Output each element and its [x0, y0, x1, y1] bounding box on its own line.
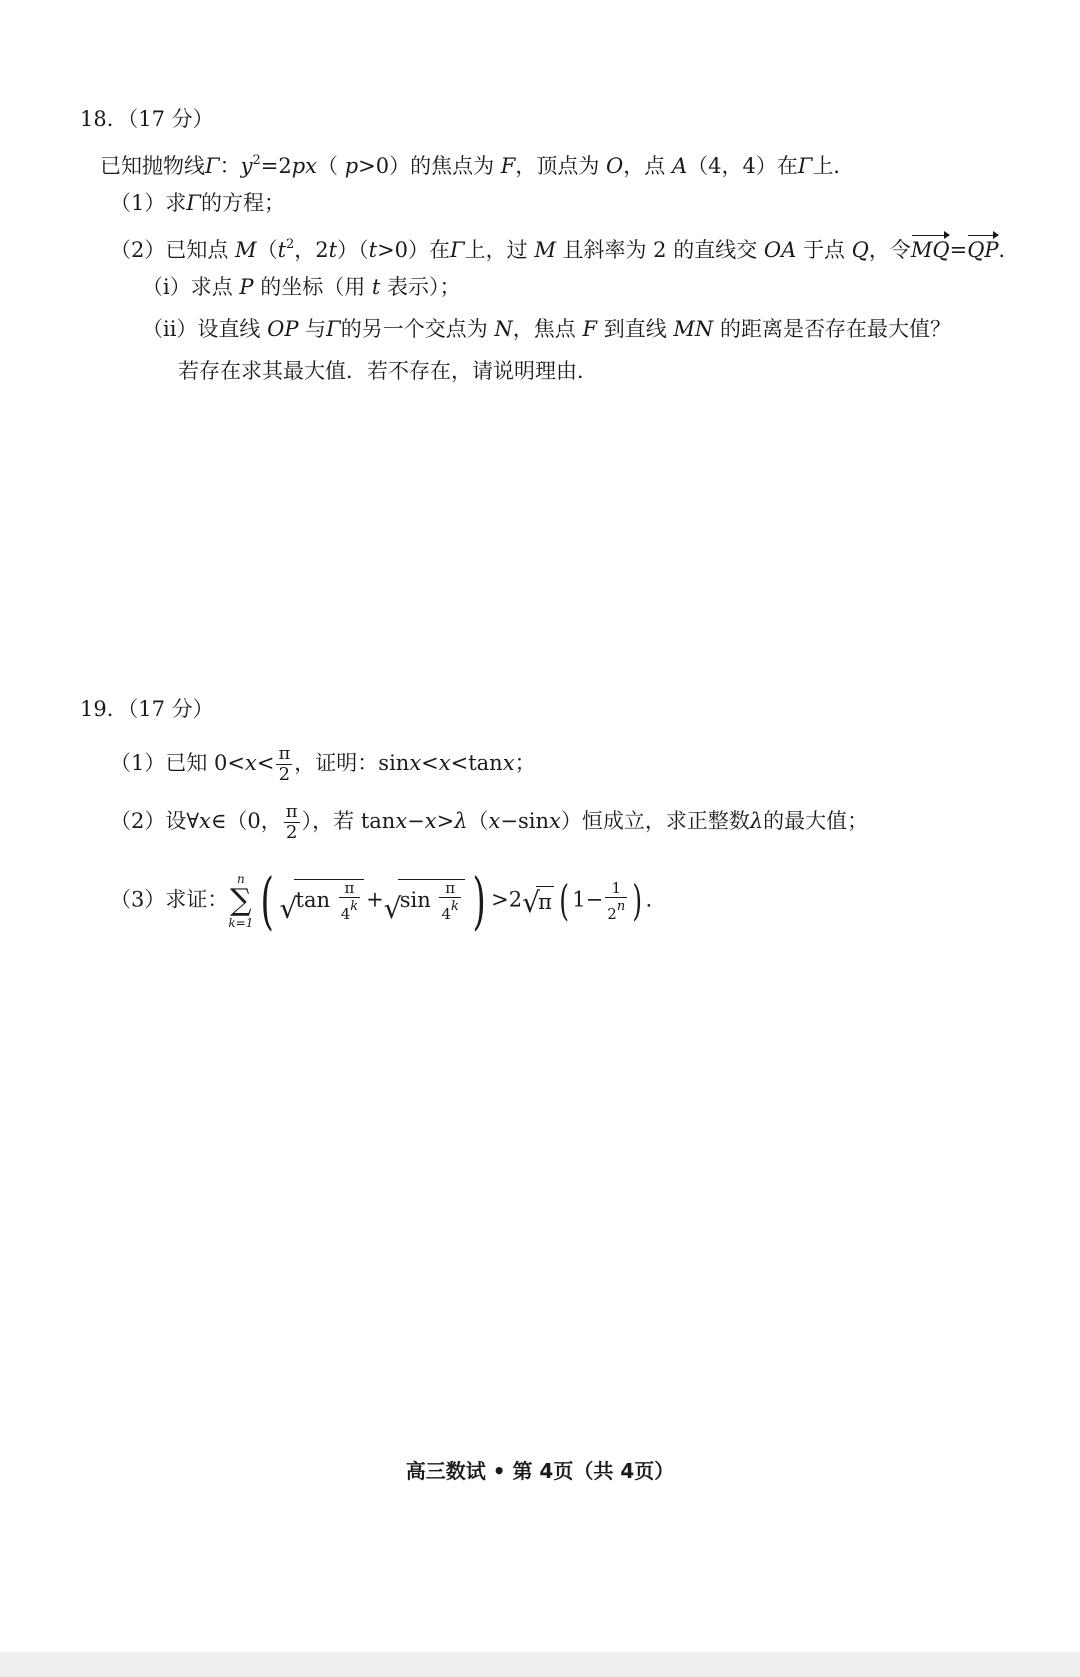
vector-qp: QP	[967, 233, 998, 265]
q18-stem: 已知抛物线Γ：$y^2=2px$（ p>0）的焦点为 F，顶点为 O，点 A（4，4）在Γ上．	[100, 153, 855, 178]
q19-part1: （1）已知 0<x< $\frac{\pi}{2}$ ，证明：sinx<x<tanx；	[110, 743, 536, 785]
sqrt-tan: √ tan $\frac{\pi}{4k}$	[280, 879, 367, 923]
q18-part2-i: （i）求点 P 的坐标（用 t 表示）；	[142, 275, 461, 299]
q18-number: 18．	[80, 107, 128, 131]
q18-part2: （2）已知点 $M(t^2$，2t）（t>0）在Γ上，过 M 且斜率为 2 的直线交 OA 于点 Q，令MQ=QP．	[110, 230, 1020, 265]
scan-bottom-band	[0, 1652, 1080, 1677]
summation-symbol: n ∑ k=1	[228, 872, 254, 930]
q18-part2-ii: （ii）设直线 OP 与Γ的另一个交点为 N，焦点 F 到直线 MN 的距离是否存在最大值？	[142, 317, 951, 341]
sqrt-pi: √ π	[522, 885, 552, 919]
q19-number: 19．	[80, 697, 128, 721]
page-footer: 高三数试 • 第 4页（共 4页）	[405, 1459, 675, 1483]
fraction-1-over-2n: $\frac{1}{2n}$	[607, 878, 626, 923]
fraction-pi-over-2: $\frac{\pi}{2}$	[285, 801, 298, 843]
q19-part2: （2）设∀x∈（0， $\frac{\pi}{2}$ ），若 tanx−x>λ（x−sinx）恒成立，求正整数λ的最大值；	[110, 801, 869, 843]
q18-points: （17 分）	[127, 107, 214, 131]
vector-mq: MQ	[911, 233, 950, 265]
fraction-pi-over-2: $\frac{\pi}{2}$	[278, 743, 291, 785]
q18-part1: （1）求Γ的方程；	[110, 191, 285, 215]
q19-header	[80, 694, 214, 724]
q19-part3: （3）求证： n ∑ k=1 ( √ tan $\frac{\pi}{4k}$ + √ sin $\frac{\pi}{4k}$ ) >2 √ π ( 1− $\frac{1}{2n}$ ) ．	[110, 864, 667, 937]
q18-part2-ii-cont: 若存在求其最大值．若不存在，请说明理由．	[178, 359, 598, 383]
sqrt-sin: √ sin $\frac{\pi}{4k}$	[384, 879, 467, 923]
q19-points: （17 分）	[127, 697, 214, 721]
q18-header	[80, 104, 214, 134]
